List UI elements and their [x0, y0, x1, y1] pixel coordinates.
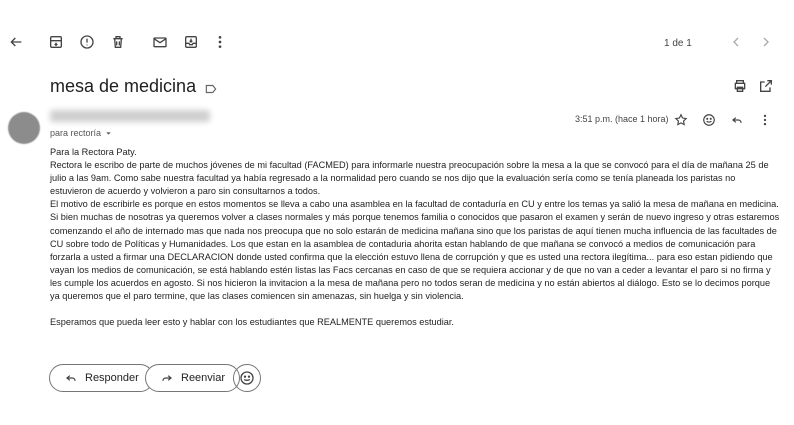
report-spam-icon[interactable]	[77, 32, 97, 52]
recipient-text: para rectoría	[50, 128, 102, 138]
recipient-line[interactable]	[50, 128, 113, 138]
body-paragraph: Esperamos que pueda leer esto y hablar con los estudiantes que REALMENTE queremos estudiar.	[50, 317, 454, 328]
email-time: 3:51 p.m. (hace 1 hora)	[575, 114, 669, 124]
forward-button[interactable]	[145, 364, 240, 392]
reply-button[interactable]	[49, 364, 154, 392]
body-paragraph: Para la Rectora Paty.	[50, 147, 137, 157]
pager-text: 1 de 1	[664, 38, 692, 49]
avatar	[8, 112, 40, 144]
chevron-left-icon[interactable]	[726, 32, 746, 52]
mark-unread-icon[interactable]	[150, 32, 170, 52]
emoji-icon	[239, 370, 255, 386]
forward-icon	[160, 371, 174, 385]
toolbar	[0, 0, 794, 49]
more-vert-icon[interactable]	[210, 32, 230, 52]
open-new-window-icon[interactable]	[758, 78, 774, 99]
archive-icon[interactable]	[46, 32, 66, 52]
reply-label: Responder	[85, 372, 139, 384]
body-paragraph: Rectora le escribo de parte de muchos jóvenes de mi facultad (FACMED) para informarle nuestra preocupación sobre la mesa a la que se convocó para el día de mañana 25 de julio a las 9am. Como sabe nuestra facultad ya había regresado a la normalidad pero cuando se nos dijo que la evaluación sería como se tenía planeada los paristas no estuvieron de acuerdo y volvieron a paro sin consultarnos a todos.	[50, 160, 769, 197]
body-paragraph: El motivo de escribirle es porque en estos momentos se lleva a cabo una asamblea en la facultad de contaduría en CU y entre los temas ya salió la mesa de mañana en medicina. Si bien muchas de nosotras ya queremos volver a clases normales y más porque tenemos familia o conocidos que pasaron el examen y serán de nuevo ingreso y otras estaremos comenzando el año de internado mas que nada nos preocupa que no solo estarán de medicina mañana sino que los paristas de aquí tienen mucha influencia de las facultades de CU sobre todo de Políticas y Humanidades. Los que estan en la asamblea de contaduria ahorita estan hablando de que mañana se convocó a medios de comunicación para forzarla a usted a firmar una DECLARACION donde usted confirma que la elección estuvo llena de corrupción y que es usted una rectora ilegítima... para eso estan pidiendo que vayan los medios de comunicación, se está hablando estén listas las Facs cercanas en caso de que se requiera accionar y de que no van a ceder a levantar el paro si no firma y les cumple los acuerdos en agosto. Si nos hicieron la invitacion a la mesa de mañana pero no todos seran de medicina y no están abiertos al diálogo. Esto se lo decimos porque ya queremos que el paro termine, que las clases comiencen sin amenazas, sin huelga y sin violencia.	[50, 199, 780, 302]
delete-icon[interactable]	[108, 32, 128, 52]
more-vert-icon[interactable]	[756, 111, 774, 129]
emoji-icon[interactable]	[700, 111, 718, 129]
chevron-down-icon[interactable]	[104, 129, 113, 138]
email-subject-row	[50, 76, 218, 97]
email-subject: mesa de medicina	[50, 76, 197, 96]
back-arrow-icon[interactable]	[6, 32, 26, 52]
email-body	[50, 146, 780, 329]
snooze-icon[interactable]	[181, 32, 201, 52]
reply-icon	[64, 371, 78, 385]
print-icon[interactable]	[732, 78, 748, 99]
forward-label: Reenviar	[181, 372, 226, 384]
label-icon[interactable]	[204, 80, 218, 94]
star-icon[interactable]	[672, 111, 690, 129]
reply-icon[interactable]	[728, 111, 746, 129]
sender-name-redacted	[50, 110, 210, 122]
emoji-reaction-button[interactable]	[233, 364, 261, 392]
chevron-right-icon[interactable]	[756, 32, 776, 52]
